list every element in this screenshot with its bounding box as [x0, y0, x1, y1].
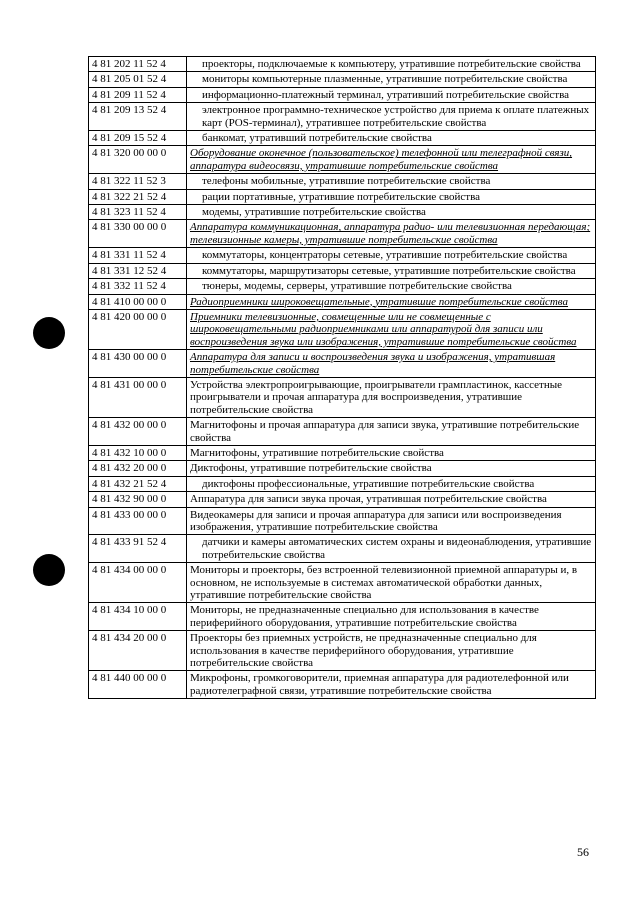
waste-code: 4 81 322 21 52 4	[89, 189, 187, 204]
waste-code: 4 81 431 00 00 0	[89, 377, 187, 417]
waste-code: 4 81 331 11 52 4	[89, 248, 187, 263]
waste-description: Оборудование оконечное (пользовательское) телефонной или телеграфной связи, аппаратура видеосвязи, утратившие потребительские свойства	[187, 146, 596, 174]
waste-description: диктофоны профессиональные, утратившие потребительские свойства	[187, 476, 596, 491]
waste-code: 4 81 410 00 00 0	[89, 294, 187, 309]
table-row	[89, 279, 596, 294]
table-row	[89, 461, 596, 476]
waste-code: 4 81 323 11 52 4	[89, 205, 187, 220]
waste-code: 4 81 430 00 00 0	[89, 350, 187, 378]
waste-code: 4 81 330 00 00 0	[89, 220, 187, 248]
waste-description: Диктофоны, утратившие потребительские свойства	[187, 461, 596, 476]
page-number: 56	[577, 845, 589, 859]
waste-description: банкомат, утративший потребительские свойства	[187, 131, 596, 146]
table-row	[89, 205, 596, 220]
waste-description: датчики и камеры автоматических систем охраны и видеонаблюдения, утратившие потребительские свойства	[187, 535, 596, 563]
waste-description: Устройства электропроигрывающие, проигрыватели грампластинок, кассетные проигрыватели и прочая аппаратура для воспроизведения, утратившие потребительские свойства	[187, 377, 596, 417]
waste-code: 4 81 332 11 52 4	[89, 279, 187, 294]
waste-code: 4 81 209 15 52 4	[89, 131, 187, 146]
waste-code: 4 81 433 91 52 4	[89, 535, 187, 563]
waste-code: 4 81 433 00 00 0	[89, 507, 187, 535]
waste-code: 4 81 432 00 00 0	[89, 418, 187, 446]
waste-code: 4 81 320 00 00 0	[89, 146, 187, 174]
table-row	[89, 418, 596, 446]
table-row	[89, 445, 596, 460]
waste-description: модемы, утратившие потребительские свойства	[187, 205, 596, 220]
table-row	[89, 103, 596, 131]
waste-code: 4 81 432 20 00 0	[89, 461, 187, 476]
waste-description: Приемники телевизионные, совмещенные или не совмещенные с широковещательными радиоприемниками или аппаратурой для записи или воспроизведения звука или изображения, утратившие потребительские свойства	[187, 309, 596, 349]
table-row	[89, 563, 596, 603]
waste-code: 4 81 209 11 52 4	[89, 87, 187, 102]
waste-code: 4 81 331 12 52 4	[89, 263, 187, 278]
waste-description: проекторы, подключаемые к компьютеру, утратившие потребительские свойства	[187, 57, 596, 72]
waste-description: рации портативные, утратившие потребительские свойства	[187, 189, 596, 204]
table-row	[89, 72, 596, 87]
waste-description: Аппаратура коммуникационная, аппаратура радио- или телевизионная передающая; телевизионные камеры, утратившие потребительские свойства	[187, 220, 596, 248]
table-row	[89, 248, 596, 263]
table-row	[89, 309, 596, 349]
waste-description: Видеокамеры для записи и прочая аппаратура для записи или воспроизведения изображения, утратившие потребительские свойства	[187, 507, 596, 535]
waste-code: 4 81 440 00 00 0	[89, 671, 187, 699]
table-row	[89, 189, 596, 204]
table-row	[89, 377, 596, 417]
table-row	[89, 263, 596, 278]
waste-code: 4 81 434 10 00 0	[89, 603, 187, 631]
waste-code: 4 81 432 90 00 0	[89, 492, 187, 507]
waste-code: 4 81 202 11 52 4	[89, 57, 187, 72]
table-row	[89, 294, 596, 309]
waste-description: Магнитофоны, утратившие потребительские свойства	[187, 445, 596, 460]
table-row	[89, 492, 596, 507]
binder-hole-top	[33, 317, 65, 349]
table-row	[89, 350, 596, 378]
table-row	[89, 671, 596, 699]
waste-description: Проекторы без приемных устройств, не предназначенные специально для использования в качестве периферийного оборудования, утратившие потребительские свойства	[187, 631, 596, 671]
table-row	[89, 87, 596, 102]
table-row	[89, 220, 596, 248]
waste-description: Радиоприемники широковещательные, утратившие потребительские свойства	[187, 294, 596, 309]
waste-code-table	[88, 56, 596, 699]
waste-code: 4 81 322 11 52 3	[89, 174, 187, 189]
waste-code: 4 81 432 10 00 0	[89, 445, 187, 460]
table-row	[89, 535, 596, 563]
table-row	[89, 631, 596, 671]
waste-code: 4 81 434 00 00 0	[89, 563, 187, 603]
waste-description: мониторы компьютерные плазменные, утратившие потребительские свойства	[187, 72, 596, 87]
table-row	[89, 603, 596, 631]
waste-description: Аппаратура для записи звука прочая, утратившая потребительские свойства	[187, 492, 596, 507]
waste-description: Мониторы и проекторы, без встроенной телевизионной приемной аппаратуры и, в основном, не используемые в системах автоматической обработки данных, утратившие потребительские свойства	[187, 563, 596, 603]
table-row	[89, 476, 596, 491]
waste-code: 4 81 209 13 52 4	[89, 103, 187, 131]
waste-code: 4 81 205 01 52 4	[89, 72, 187, 87]
waste-description: электронное программно-техническое устройство для приема к оплате платежных карт (POS-терминал), утратившее потребительские свойства	[187, 103, 596, 131]
waste-description: коммутаторы, концентраторы сетевые, утратившие потребительские свойства	[187, 248, 596, 263]
waste-description: Магнитофоны и прочая аппаратура для записи звука, утратившие потребительские свойства	[187, 418, 596, 446]
table-row	[89, 57, 596, 72]
table-row	[89, 131, 596, 146]
waste-description: Мониторы, не предназначенные специально для использования в качестве периферийного оборудования, утратившие потребительские свойства	[187, 603, 596, 631]
table-row	[89, 146, 596, 174]
binder-hole-bottom	[33, 554, 65, 586]
waste-description: Аппаратура для записи и воспроизведения звука и изображения, утратившая потребительские свойства	[187, 350, 596, 378]
waste-description: телефоны мобильные, утратившие потребительские свойства	[187, 174, 596, 189]
waste-description: информационно-платежный терминал, утративший потребительские свойства	[187, 87, 596, 102]
waste-description: коммутаторы, маршрутизаторы сетевые, утратившие потребительские свойства	[187, 263, 596, 278]
waste-code: 4 81 434 20 00 0	[89, 631, 187, 671]
waste-description: тюнеры, модемы, серверы, утратившие потребительские свойства	[187, 279, 596, 294]
waste-description: Микрофоны, громкоговорители, приемная аппаратура для радиотелефонной или радиотелеграфной связи, утратившие потребительские свойства	[187, 671, 596, 699]
waste-code: 4 81 432 21 52 4	[89, 476, 187, 491]
waste-code: 4 81 420 00 00 0	[89, 309, 187, 349]
table-row	[89, 174, 596, 189]
table-row	[89, 507, 596, 535]
